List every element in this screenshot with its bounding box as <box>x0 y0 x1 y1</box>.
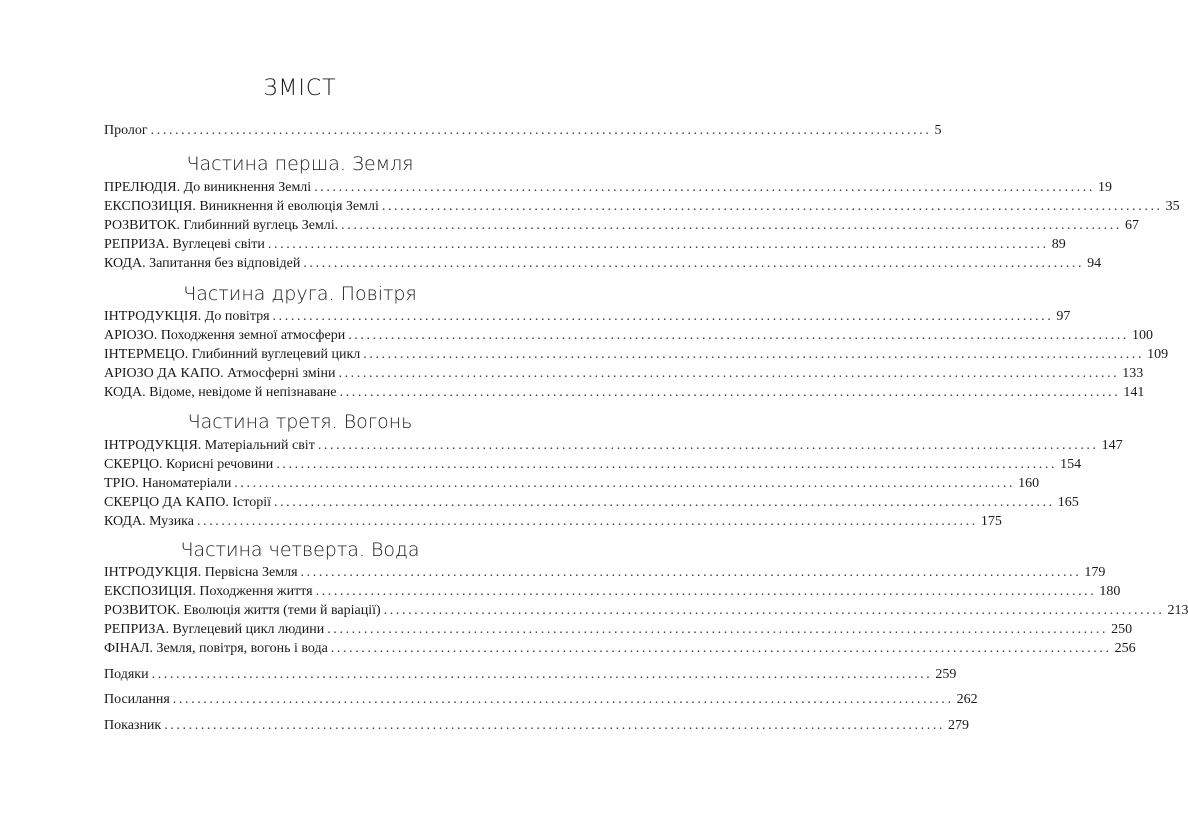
entry-title: ПРЕЛЮДІЯ. До виникнення Землі <box>104 180 312 195</box>
entry-title: АРІОЗО ДА КАПО. Атмосферні зміни <box>104 366 336 381</box>
entry-title: ЕКСПОЗИЦІЯ. Виникнення й еволюція Землі <box>104 199 379 214</box>
toc-entry <box>104 326 1154 346</box>
dot-leader: ................................................................................................................................ <box>234 476 1016 491</box>
entry-page: 154 <box>1060 457 1082 472</box>
toc-entry <box>104 345 1169 365</box>
dot-leader: ................................................................................................................................ <box>383 603 1165 618</box>
dot-leader: ................................................................................................................................ <box>273 495 1055 510</box>
dot-leader: ................................................................................................................................ <box>338 366 1120 381</box>
dot-leader: ................................................................................................................................ <box>314 180 1095 195</box>
dot-leader: ................................................................................................................................ <box>317 438 1099 453</box>
entry-title: ІНТРОДУКЦІЯ. Первісна Земля <box>104 565 298 580</box>
toc-title: ЗМІСТ <box>263 76 337 101</box>
dot-leader: ................................................................................................................................ <box>381 199 1163 214</box>
entry-page: 133 <box>1122 366 1144 381</box>
entry-title: КОДА. Музика <box>104 514 194 529</box>
dot-leader: ................................................................................................................................ <box>267 237 1049 252</box>
entry-page: 35 <box>1165 199 1180 214</box>
part-heading-3: Частина третя. Вогонь <box>187 411 413 433</box>
dot-leader: ................................................................................................................................ <box>341 218 1122 233</box>
toc-entry <box>104 235 1066 255</box>
toc-entry <box>104 383 1145 403</box>
toc-entry <box>104 601 1188 621</box>
toc-entry <box>104 216 1139 236</box>
toc-entry <box>104 364 1144 384</box>
dot-leader: ................................................................................................................................ <box>150 123 932 138</box>
entry-title: КОДА. Відоме, невідоме й непізнаване <box>104 385 337 400</box>
dot-leader: ................................................................................................................................ <box>327 622 1109 637</box>
toc-entry-back-matter <box>104 665 957 685</box>
entry-page: 89 <box>1051 237 1066 252</box>
toc-entry <box>104 307 1071 327</box>
dot-leader: ................................................................................................................................ <box>330 641 1112 656</box>
toc-entry-back-matter <box>104 716 970 736</box>
entry-title: ТРІО. Наноматеріали <box>104 476 232 491</box>
entry-title: ФІНАЛ. Земля, повітря, вогонь і вода <box>104 641 328 656</box>
entry-page: 147 <box>1101 438 1123 453</box>
toc-entry <box>104 620 1133 640</box>
entry-title: ІНТРОДУКЦІЯ. Матеріальний світ <box>104 438 315 453</box>
dot-leader: ................................................................................................................................ <box>300 565 1082 580</box>
entry-page: 180 <box>1099 584 1121 599</box>
dot-leader: ................................................................................................................................ <box>197 514 978 529</box>
toc-entry <box>104 436 1123 456</box>
toc-entry <box>104 254 1102 274</box>
entry-title: СКЕРЦО. Корисні речовини <box>104 457 274 472</box>
entry-page: 259 <box>935 667 957 682</box>
dot-leader: ................................................................................................................................ <box>164 718 946 733</box>
toc-entry <box>104 639 1136 659</box>
entry-title: РЕПРИЗА. Вуглецеві світи <box>104 237 265 252</box>
entry-title: ІНТЕРМЕЦО. Глибинний вуглецевий цикл <box>104 347 361 362</box>
toc-entry <box>104 582 1121 602</box>
entry-title: АРІОЗО. Походження земної атмосфери <box>104 328 346 343</box>
entry-page: 160 <box>1018 476 1040 491</box>
entry-title: КОДА. Запитання без відповідей <box>104 256 301 271</box>
dot-leader: ................................................................................................................................ <box>363 347 1145 362</box>
entry-title: РЕПРИЗА. Вуглецевий цикл людини <box>104 622 325 637</box>
dot-leader: ................................................................................................................................ <box>272 309 1054 324</box>
entry-page: 250 <box>1111 622 1133 637</box>
part-heading-2: Частина друга. Повітря <box>183 283 417 305</box>
entry-page: 5 <box>934 123 942 138</box>
toc-entry <box>104 455 1082 475</box>
toc-entry <box>104 493 1079 513</box>
toc-entry <box>104 563 1106 583</box>
entry-page: 109 <box>1147 347 1169 362</box>
entry-title: Подяки <box>104 667 149 682</box>
toc-entry <box>104 197 1180 217</box>
dot-leader: ................................................................................................................................ <box>172 692 954 707</box>
entry-page: 262 <box>956 692 978 707</box>
entry-page: 141 <box>1123 385 1145 400</box>
entry-page: 67 <box>1124 218 1139 233</box>
dot-leader: ................................................................................................................................ <box>276 457 1058 472</box>
entry-title: РОЗВИТОК. Еволюція життя (теми й варіації) <box>104 603 381 618</box>
toc-entry <box>104 178 1112 198</box>
toc-entry-back-matter <box>104 690 978 710</box>
entry-title: ІНТРОДУКЦІЯ. До повітря <box>104 309 270 324</box>
entry-title: Показник <box>104 718 162 733</box>
entry-page: 100 <box>1132 328 1154 343</box>
entry-page: 256 <box>1114 641 1136 656</box>
dot-leader: ................................................................................................................................ <box>303 256 1085 271</box>
dot-leader: ................................................................................................................................ <box>339 385 1121 400</box>
entry-page: 175 <box>980 514 1002 529</box>
entry-title: Посилання <box>104 692 170 707</box>
entry-title: Пролог <box>104 123 148 138</box>
entry-page: 94 <box>1087 256 1102 271</box>
entry-page: 213 <box>1167 603 1188 618</box>
entry-title: РОЗВИТОК. Глибинний вуглець Землі. <box>104 218 339 233</box>
entry-page: 165 <box>1057 495 1079 510</box>
toc-entry-prolog <box>104 121 942 141</box>
dot-leader: ................................................................................................................................ <box>315 584 1097 599</box>
part-heading-1: Частина перша. Земля <box>186 153 414 175</box>
entry-page: 179 <box>1084 565 1106 580</box>
dot-leader: ................................................................................................................................ <box>348 328 1130 343</box>
toc-entry <box>104 474 1040 494</box>
entry-title: СКЕРЦО ДА КАПО. Історії <box>104 495 271 510</box>
part-heading-4: Частина четверта. Вода <box>180 539 420 561</box>
entry-page: 279 <box>948 718 970 733</box>
entry-page: 19 <box>1098 180 1112 195</box>
dot-leader: ................................................................................................................................ <box>151 667 933 682</box>
entry-page: 97 <box>1056 309 1071 324</box>
entry-title: ЕКСПОЗИЦІЯ. Походження життя <box>104 584 313 599</box>
toc-entry <box>104 512 1002 532</box>
